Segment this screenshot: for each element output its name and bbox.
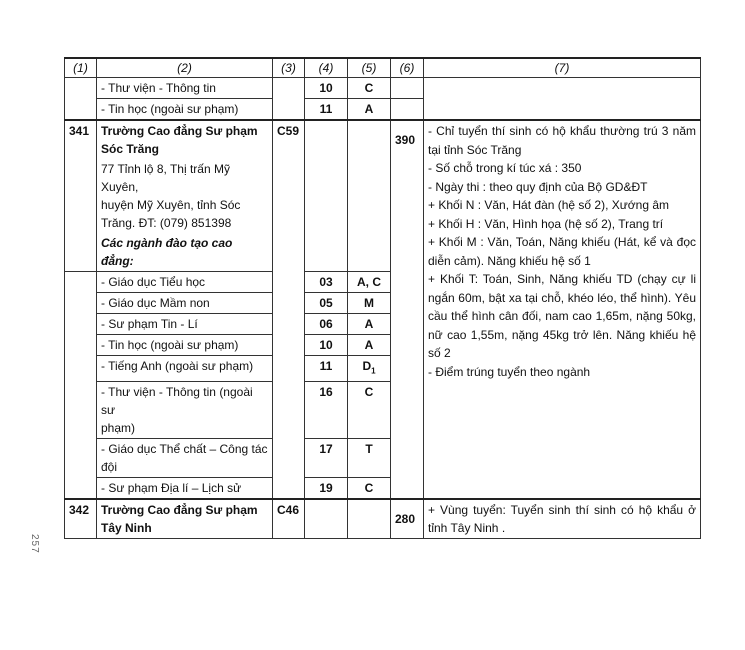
- school-name-line: Sóc Trăng: [101, 142, 160, 156]
- program-code: 10: [305, 78, 348, 99]
- program-name: - Sư phạm Địa lí – Lịch sử: [97, 478, 273, 500]
- program-block: A, C: [348, 272, 391, 293]
- school-quota: 390: [391, 120, 424, 499]
- program-block: [348, 356, 391, 382]
- program-code: 11: [305, 356, 348, 382]
- col-header-5: (5): [348, 58, 391, 78]
- school-name-line: Trường Cao đẳng Sư phạm: [101, 124, 258, 138]
- school-code: C46: [273, 499, 305, 539]
- col-header-4: (4): [305, 58, 348, 78]
- school-number: 342: [65, 499, 97, 539]
- note-line: - Số chỗ trong kí túc xá : 350: [428, 161, 582, 175]
- program-name: - Giáo dục Mầm non: [97, 293, 273, 314]
- col-header-1: (1): [65, 58, 97, 78]
- program-name: - Giáo dục Tiểu học: [97, 272, 273, 293]
- program-block: M: [348, 293, 391, 314]
- cont-no-cell: [65, 78, 97, 121]
- header-row: [65, 58, 701, 78]
- program-code: 06: [305, 314, 348, 335]
- empty-cell: [391, 78, 424, 99]
- program-block: A: [348, 99, 391, 121]
- program-name: [97, 439, 273, 478]
- program-code: 17: [305, 439, 348, 478]
- school-number: 341: [65, 120, 97, 272]
- school-row-342: [65, 499, 701, 539]
- block-letter: D: [362, 359, 372, 373]
- program-block: C: [348, 382, 391, 439]
- address-line: huyện Mỹ Xuyên, tỉnh Sóc: [101, 198, 241, 212]
- note-line: - Chỉ tuyển thí sinh có hộ khẩu thường trú 3 năm tại tỉnh Sóc Trăng: [428, 124, 696, 157]
- program-code: 11: [305, 99, 348, 121]
- school-name: [97, 120, 273, 159]
- school-name-line: Tây Ninh: [101, 521, 152, 536]
- school-code: C59: [273, 120, 305, 499]
- programs-heading: Các ngành đào tạo cao đẳng:: [97, 233, 273, 272]
- program-name-line: - Giáo dục Thể chất – Công tác: [101, 442, 268, 457]
- program-name: - Sư phạm Tin - Lí: [97, 314, 273, 335]
- block-subscript: 1: [371, 366, 376, 376]
- program-code: 10: [305, 335, 348, 356]
- empty-cell: [305, 120, 348, 272]
- col-header-2: (2): [97, 58, 273, 78]
- program-name-line: phạm): [101, 421, 136, 436]
- empty-cell: [305, 499, 348, 539]
- school-quota: 280: [391, 499, 424, 539]
- school-name-line: Trường Cao đẳng Sư phạm: [101, 503, 258, 518]
- program-name: - Tin học (ngoài sư phạm): [97, 335, 273, 356]
- school-notes: [424, 120, 701, 499]
- empty-cell: [391, 99, 424, 121]
- cont-notes-cell: [424, 78, 701, 121]
- note-line: - Ngày thi : theo quy định của Bộ GD&ĐT: [428, 179, 648, 194]
- empty-cell: [348, 499, 391, 539]
- program-block: A: [348, 314, 391, 335]
- col-header-3: (3): [273, 58, 305, 78]
- note-line: + Khối N : Văn, Hát đàn (hệ số 2), Xướng âm: [428, 198, 670, 212]
- admissions-table: [64, 57, 701, 539]
- school-name: [97, 499, 273, 539]
- program-name-line: đội: [101, 460, 118, 475]
- program-code: 05: [305, 293, 348, 314]
- empty-cell: [348, 120, 391, 272]
- program-name: - Thư viện - Thông tin: [97, 78, 273, 99]
- note-line: + Khối M : Văn, Toán, Năng khiếu (Hát, kể và đọc diễn cảm). Năng khiếu hệ số 1: [428, 235, 696, 268]
- empty-cell: [65, 272, 97, 500]
- program-code: 16: [305, 382, 348, 439]
- cont-code-cell: [273, 78, 305, 121]
- school-notes: + Vùng tuyển: Tuyển sinh thí sinh có hộ khẩu ở tỉnh Tây Ninh .: [424, 499, 701, 539]
- table-row: [65, 78, 701, 99]
- school-address: [97, 159, 273, 233]
- col-header-6: (6): [391, 58, 424, 78]
- program-name: - Tiếng Anh (ngoài sư phạm): [97, 356, 273, 382]
- program-block: A: [348, 335, 391, 356]
- address-line: 77 Tỉnh lộ 8, Thị trấn Mỹ Xuyên,: [101, 162, 230, 194]
- note-line: - Điểm trúng tuyển theo ngành: [428, 364, 591, 379]
- program-name: [97, 382, 273, 439]
- program-block: C: [348, 78, 391, 99]
- program-code: 19: [305, 478, 348, 500]
- page-number: 257: [29, 534, 40, 554]
- note-line: + Khối H : Văn, Hình họa (hệ số 2), Trang trí: [428, 216, 664, 231]
- program-block: C: [348, 478, 391, 500]
- program-code: 03: [305, 272, 348, 293]
- program-name: - Tin học (ngoài sư phạm): [97, 99, 273, 121]
- program-name-line: - Thư viện - Thông tin (ngoài sư: [101, 385, 253, 418]
- col-header-7: (7): [424, 58, 701, 78]
- note-line: + Khối T: Toán, Sinh, Năng khiếu TD (chạy cự li ngắn 60m, bật xa tại chỗ, khéo léo, thể hình). Yêu cầu thể hình cân đối, nam cao 1,65m, nặng 50kg, nữ cao 1,55m, nặng 45kg trở lên. Năng khiếu hệ số 2: [428, 272, 696, 360]
- school-row-341: [65, 120, 701, 159]
- address-line: Trăng. ĐT: (079) 851398: [101, 216, 232, 230]
- program-block: T: [348, 439, 391, 478]
